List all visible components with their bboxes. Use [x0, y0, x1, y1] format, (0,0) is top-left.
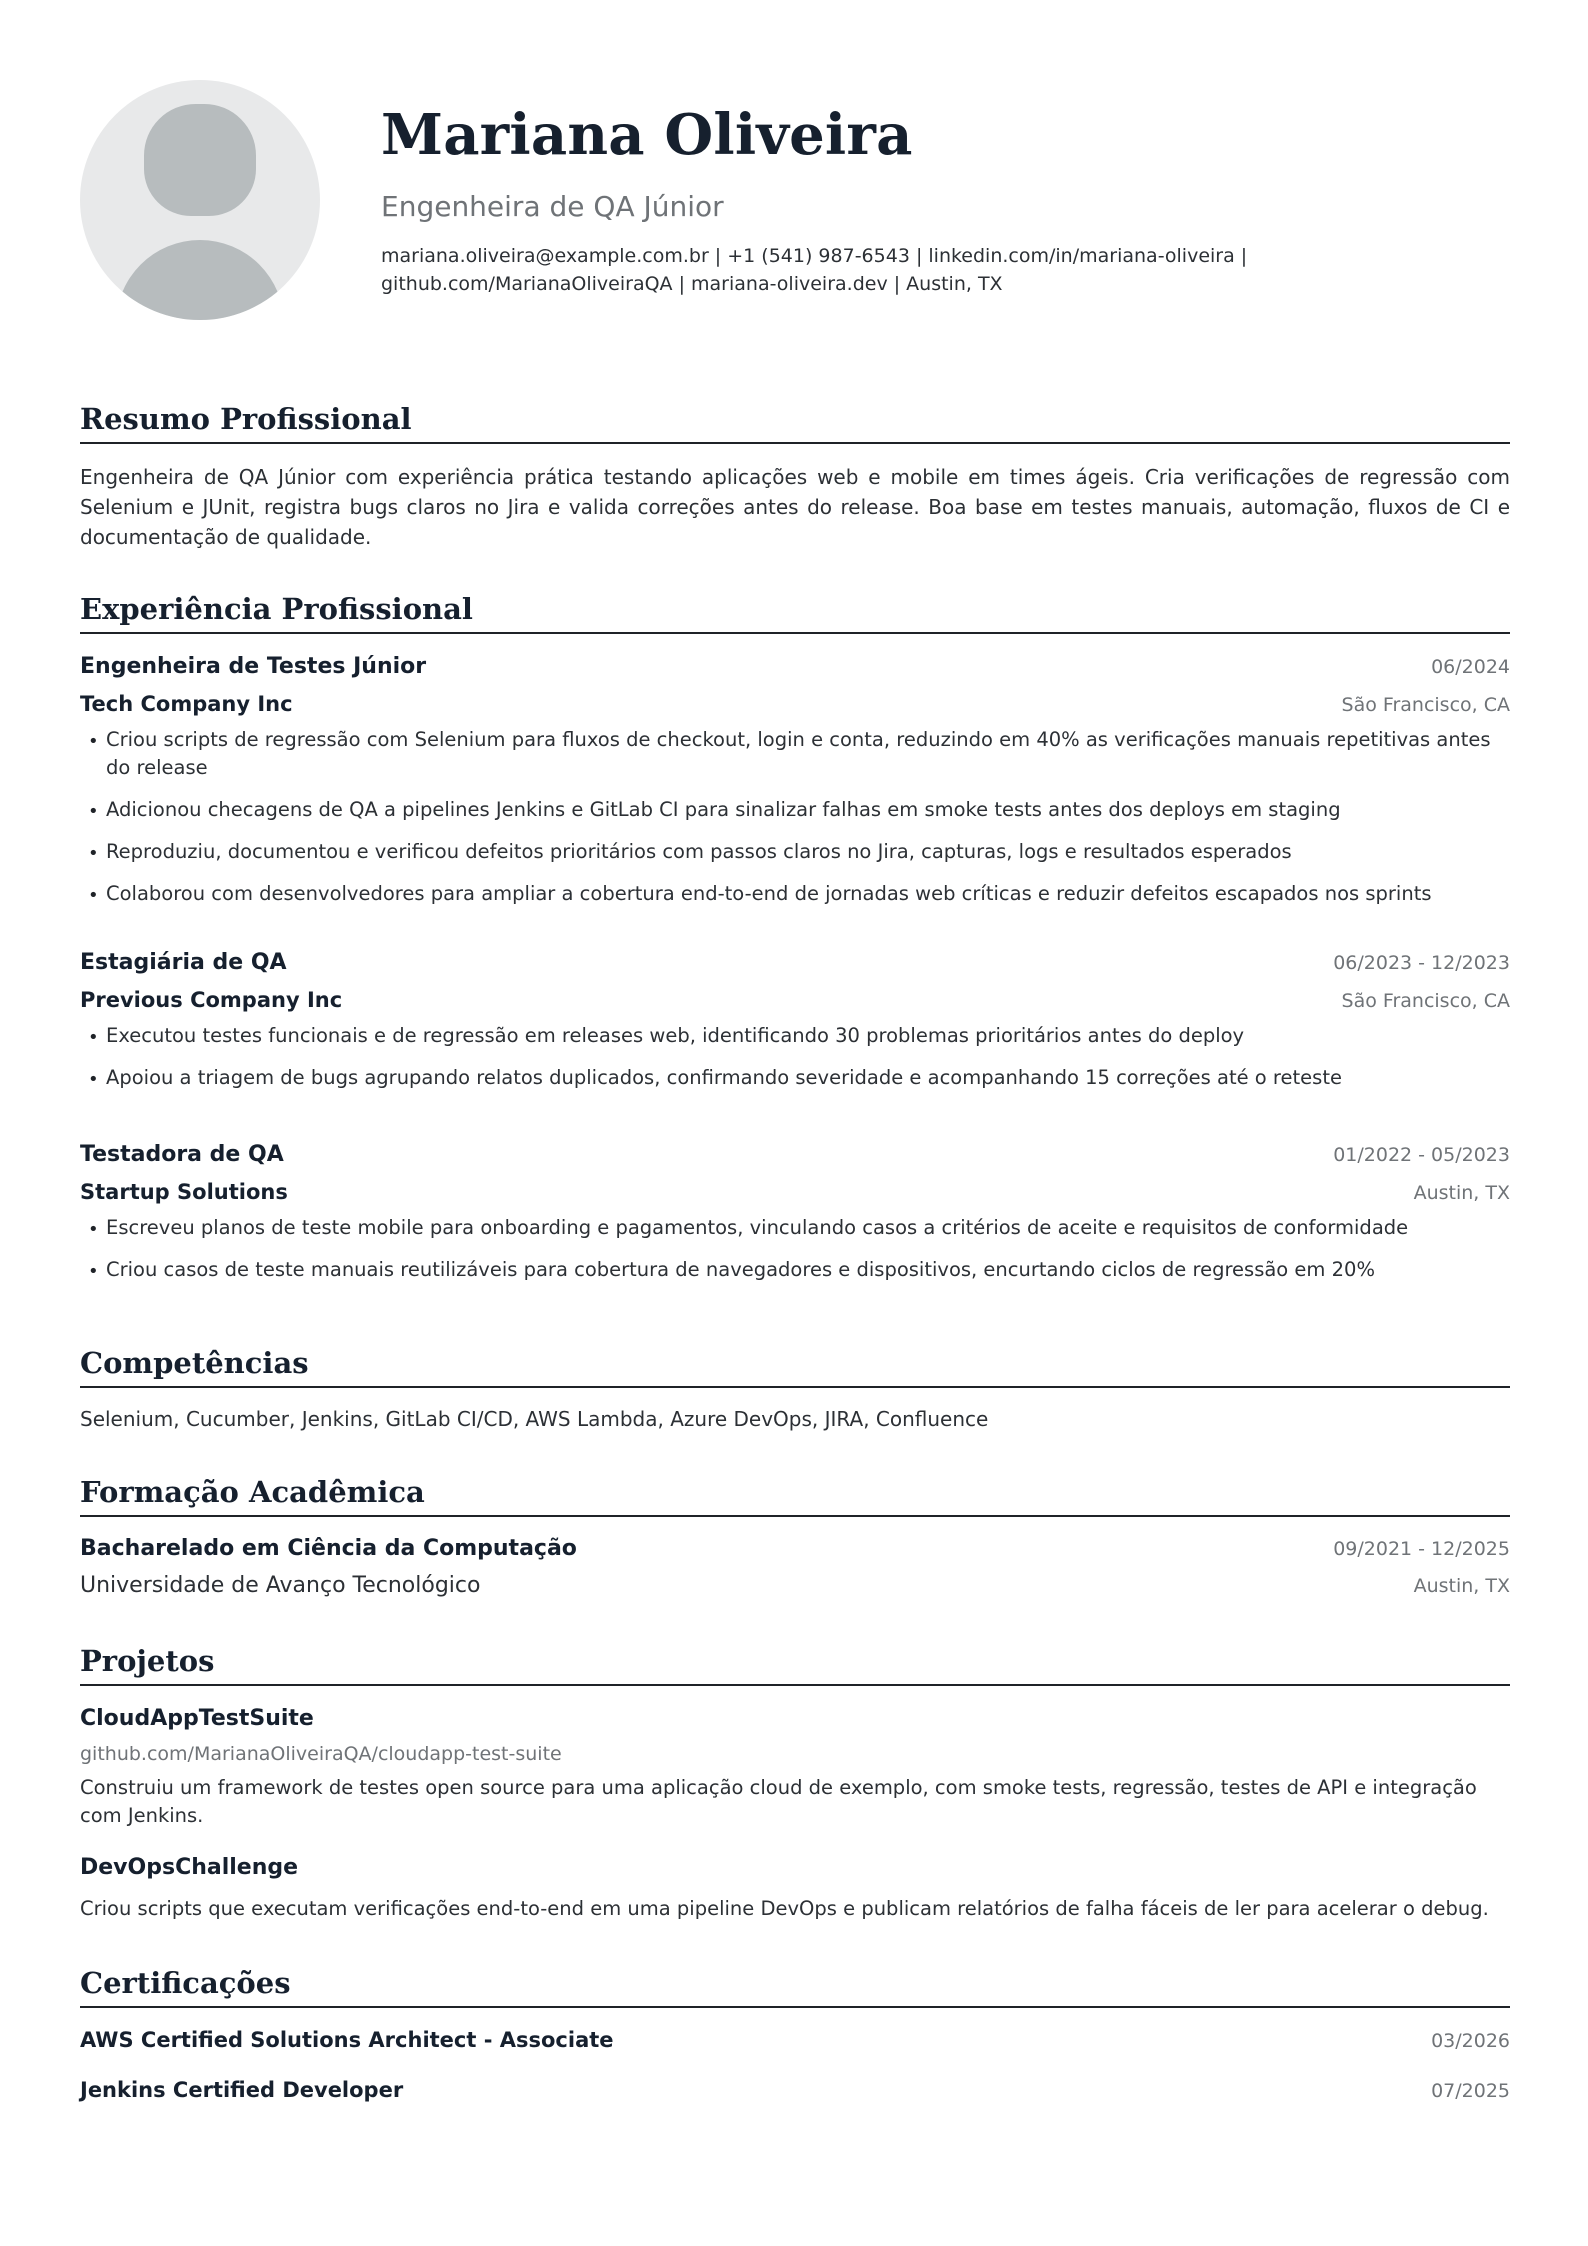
section-title-summary: Resumo Profissional [80, 402, 1510, 444]
education-school-row [80, 1573, 1510, 1603]
job-role: Estagiária de QA [80, 950, 287, 975]
project-description: Criou scripts que executam verificações end-to-end em uma pipeline DevOps e publicam relatórios de falha fáceis de ler para acelerar o debug. [80, 1897, 1489, 1920]
job-dates: 06/2024 [1431, 656, 1510, 678]
education-location: Austin, TX [1413, 1575, 1510, 1597]
job-location: São Francisco, CA [1341, 694, 1510, 716]
avatar [80, 80, 320, 320]
job-2-header [80, 950, 1510, 980]
job-2-bullets [80, 1022, 1510, 1106]
job-company: Startup Solutions [80, 1180, 288, 1204]
job-1-header [80, 654, 1510, 684]
candidate-role: Engenheira de QA Júnior [381, 190, 724, 223]
certification-name: Jenkins Certified Developer [80, 2078, 404, 2102]
job-3-bullets [80, 1214, 1510, 1298]
education-school: Universidade de Avanço Tecnológico [80, 1573, 481, 1598]
job-2-company-row [80, 988, 1510, 1018]
project-name: CloudAppTestSuite [80, 1706, 314, 1731]
job-1-bullets [80, 726, 1510, 922]
avatar-body-shape [116, 240, 284, 320]
list-item: • Escreveu planos de teste mobile para onboarding e pagamentos, vinculando casos a critérios de aceite e requisitos de conformidade [80, 1214, 1510, 1242]
education-header [80, 1536, 1510, 1566]
job-3-header [80, 1142, 1510, 1172]
contact-info [381, 242, 1381, 298]
job-dates: 01/2022 - 05/2023 [1333, 1144, 1510, 1166]
avatar-head-shape [144, 104, 256, 216]
contact-line-2: github.com/MarianaOliveiraQA | mariana-oliveira.dev | Austin, TX [381, 273, 1003, 295]
project-name: DevOpsChallenge [80, 1855, 299, 1880]
project-2-header [80, 1855, 1510, 1885]
list-item: • Reproduziu, documentou e verificou defeitos prioritários com passos claros no Jira, capturas, logs e resultados esperados [80, 838, 1510, 866]
skills-text: Selenium, Cucumber, Jenkins, GitLab CI/CD, AWS Lambda, Azure DevOps, JIRA, Confluence [80, 1407, 989, 1431]
education-dates: 09/2021 - 12/2025 [1333, 1538, 1510, 1560]
job-role: Testadora de QA [80, 1142, 284, 1167]
list-item: • Criou scripts de regressão com Selenium para fluxos de checkout, login e conta, reduzindo em 40% as verificações manuais repetitivas antes do release [80, 726, 1510, 782]
project-description: Construiu um framework de testes open source para uma aplicação cloud de exemplo, com smoke tests, regressão, testes de API e integração com Jenkins. [80, 1776, 1477, 1827]
education-degree: Bacharelado em Ciência da Computação [80, 1536, 577, 1561]
certification-1 [80, 2028, 1510, 2058]
section-title-certifications: Certificações [80, 1966, 1510, 2008]
certification-date: 07/2025 [1431, 2080, 1510, 2102]
list-item: • Adicionou checagens de QA a pipelines Jenkins e GitLab CI para sinalizar falhas em smoke tests antes dos deploys em staging [80, 796, 1510, 824]
section-title-education: Formação Acadêmica [80, 1475, 1510, 1517]
list-item: • Executou testes funcionais e de regressão em releases web, identificando 30 problemas prioritários antes do deploy [80, 1022, 1510, 1050]
candidate-name: Mariana Oliveira [381, 102, 913, 168]
resume-header [80, 80, 1510, 320]
list-item: • Criou casos de teste manuais reutilizáveis para cobertura de navegadores e dispositivos, encurtando ciclos de regressão em 20% [80, 1256, 1510, 1284]
list-item: • Colaborou com desenvolvedores para ampliar a cobertura end-to-end de jornadas web críticas e reduzir defeitos escapados nos sprints [80, 880, 1510, 908]
section-title-projects: Projetos [80, 1644, 1510, 1686]
section-title-experience: Experiência Profissional [80, 592, 1510, 634]
job-location: Austin, TX [1413, 1182, 1510, 1204]
certification-name: AWS Certified Solutions Architect - Associate [80, 2028, 614, 2052]
job-company: Previous Company Inc [80, 988, 343, 1012]
job-location: São Francisco, CA [1341, 990, 1510, 1012]
project-link: github.com/MarianaOliveiraQA/cloudapp-test-suite [80, 1743, 562, 1765]
summary-text: Engenheira de QA Júnior com experiência prática testando aplicações web e mobile em times ágeis. Cria verificações de regressão com Selenium e JUnit, registra bugs claros no Jira e valida correções antes do release. Boa base em testes manuais, automação, fluxos de CI e documentação de qualidade. [80, 465, 1510, 549]
job-role: Engenheira de Testes Júnior [80, 654, 427, 679]
list-item: • Apoiou a triagem de bugs agrupando relatos duplicados, confirmando severidade e acompanhando 15 correções até o reteste [80, 1064, 1510, 1092]
job-dates: 06/2023 - 12/2023 [1333, 952, 1510, 974]
job-1-company-row [80, 692, 1510, 722]
certification-date: 03/2026 [1431, 2030, 1510, 2052]
contact-line-1: mariana.oliveira@example.com.br | +1 (541) 987-6543 | linkedin.com/in/mariana-oliveira | [381, 245, 1248, 267]
job-company: Tech Company Inc [80, 692, 293, 716]
job-3-company-row [80, 1180, 1510, 1210]
certification-2 [80, 2078, 1510, 2108]
section-title-skills: Competências [80, 1346, 1510, 1388]
project-1-header [80, 1706, 1510, 1736]
